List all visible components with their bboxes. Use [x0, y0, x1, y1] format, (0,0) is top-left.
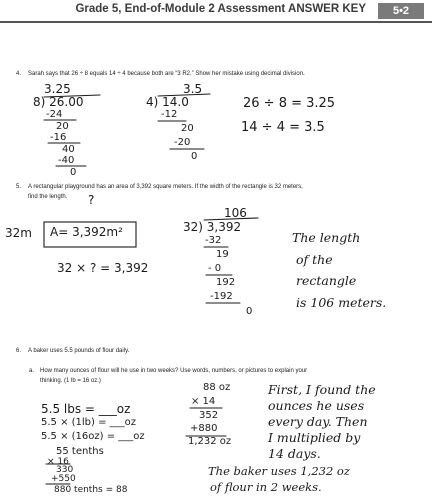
- p6-conclusion-line: The baker uses 1,232 oz: [208, 464, 350, 478]
- p4-div1-step: 0: [70, 167, 77, 178]
- p6-mult-step: × 14: [191, 396, 216, 407]
- p6-explanation-line: 14 days.: [268, 446, 321, 461]
- p4-div1-step: -40: [58, 155, 75, 166]
- p6-tenths-result: 880 tenths = 88: [54, 485, 128, 495]
- p5-answer-line: of the: [296, 252, 333, 267]
- p4-div1-dividend: 8) 26.00: [33, 95, 84, 109]
- p6-explanation-line: I multiplied by: [268, 430, 361, 445]
- p6-explanation-line: ounces he uses: [268, 398, 365, 413]
- problem6a-letter: a.: [29, 368, 35, 374]
- p5-answer-line: is 106 meters.: [296, 295, 387, 310]
- problem6-number: 6.: [16, 348, 22, 354]
- p5-div-step: - 0: [208, 263, 222, 274]
- p6-tenths-step: +550: [51, 474, 76, 484]
- p6-mult-step: 352: [199, 410, 219, 421]
- problem6-prompt: A baker uses 5.5 pounds of flour daily.: [28, 348, 130, 354]
- p6-tenths-step: 330: [56, 465, 74, 475]
- problem5-prompt-line1: A rectangular playground has an area of 3,392 square meters. If the width of the rectangle is 32 meters,: [28, 184, 303, 190]
- p5-div-step: 192: [216, 277, 236, 288]
- p4-div2-quotient: 3.5: [183, 82, 203, 96]
- p5-answer-line: rectangle: [296, 273, 357, 288]
- p4-div1-step: -16: [50, 132, 67, 143]
- problem5-number: 5.: [16, 184, 22, 190]
- p4-equation-2: 14 ÷ 4 = 3.5: [241, 120, 325, 135]
- p6-conversion-line: 5.5 × (1lb) = ___oz: [41, 417, 137, 428]
- p5-width-label: 32m: [5, 226, 32, 240]
- p6-conclusion-line: of flour in 2 weeks.: [210, 480, 322, 494]
- p5-div-step: 19: [216, 249, 229, 260]
- p4-div1-step: -24: [46, 109, 63, 120]
- p5-equation: 32 × ? = 3,392: [57, 261, 149, 275]
- p6-explanation-line: First, I found the: [268, 382, 376, 397]
- p5-div-dividend: 32) 3,392: [183, 220, 242, 234]
- p4-div1-step: 40: [62, 144, 75, 155]
- p5-div-step: -192: [210, 291, 233, 302]
- p6-conversion-line: 5.5 × (16oz) = ___oz: [41, 431, 145, 442]
- page-header: [0, 0, 432, 22]
- header-rule: [0, 21, 432, 23]
- problem6a-prompt-line1: How many ounces of flour will he use in two weeks? Use words, numbers, or pictures to explain your: [40, 368, 308, 374]
- problem5-prompt-line2: find the length.: [28, 194, 68, 200]
- p5-unknown-length: ?: [88, 193, 95, 207]
- p4-div2-dividend: 4) 14.0: [146, 95, 189, 109]
- p5-div-step: -32: [205, 235, 222, 246]
- p6-conversion-line: 5.5 lbs = ___oz: [41, 402, 131, 416]
- p6-mult-step: +880: [190, 423, 218, 434]
- p6-tenths-step: × 16: [47, 457, 69, 467]
- problem4-prompt: Sarah says that 26 ÷ 8 equals 14 ÷ 4 because both are “3 R2.” Show her mistake using decimal division.: [28, 71, 305, 77]
- p6-mult-step: 88 oz: [203, 382, 231, 393]
- p4-div2-step: -12: [161, 109, 178, 120]
- p4-div1-quotient: 3.25: [44, 82, 71, 96]
- problem6a-prompt-line2: thinking. (1 lb = 16 oz.): [40, 378, 101, 384]
- p5-answer-line: The length: [292, 230, 361, 245]
- p4-div1-step: 20: [56, 121, 69, 132]
- p4-equation-1: 26 ÷ 8 = 3.25: [243, 96, 336, 111]
- p6-explanation-line: every day. Then: [268, 414, 368, 429]
- problem4-number: 4.: [16, 71, 22, 77]
- p4-div2-step: 0: [191, 151, 198, 162]
- header-title: Grade 5, End-of-Module 2 Assessment ANSWER KEY: [75, 3, 366, 15]
- p5-div-quotient: 106: [224, 206, 247, 220]
- p6-mult-result: 1,232 oz: [188, 436, 232, 447]
- module-badge: 5•2: [378, 3, 424, 19]
- p5-area-label: A= 3,392m²: [50, 225, 123, 239]
- p4-div2-step: -20: [174, 137, 191, 148]
- p4-div2-step: 20: [181, 123, 194, 134]
- p5-div-step: 0: [246, 306, 253, 317]
- p6-tenths-step: 55 tenths: [56, 446, 104, 457]
